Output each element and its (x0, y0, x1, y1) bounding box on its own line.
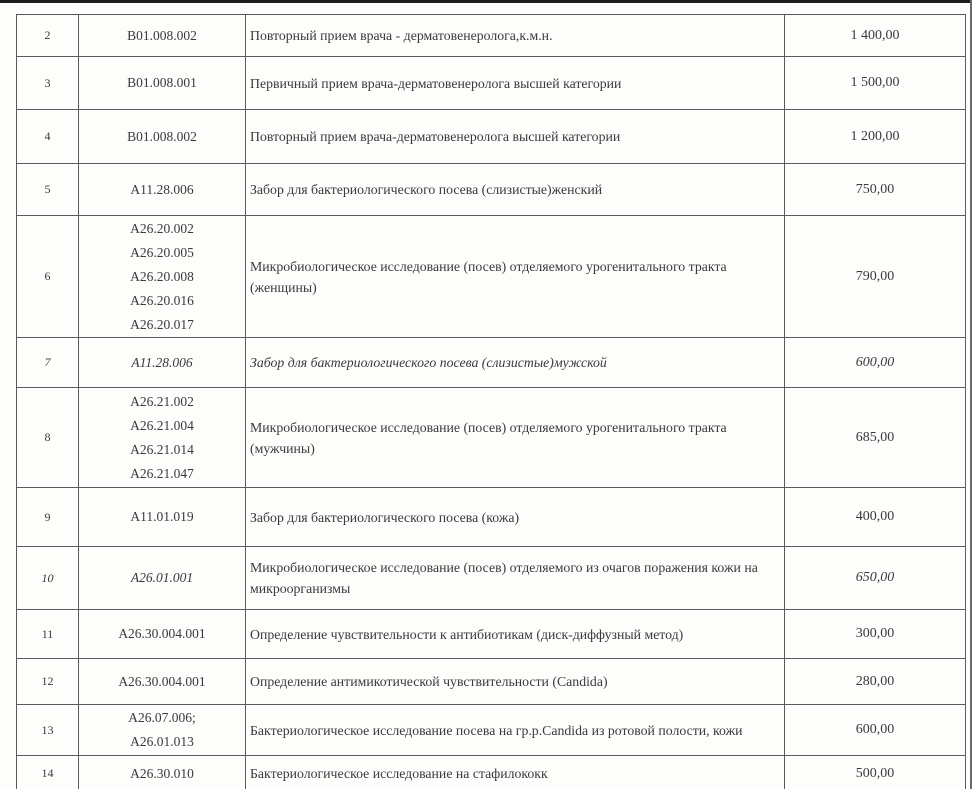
table-row (17, 57, 966, 110)
row-number: 4 (17, 110, 79, 164)
service-name: Забор для бактериологического посева (слизистые)мужской (246, 338, 785, 388)
row-number: 12 (17, 659, 79, 705)
service-price: 1 400,00 (785, 15, 966, 57)
service-name: Бактериологическое исследование на стафилококк (246, 756, 785, 789)
row-number: 7 (17, 338, 79, 388)
page-top-border (0, 0, 972, 3)
service-price: 400,00 (785, 488, 966, 547)
service-name: Забор для бактериологического посева (слизистые)женский (246, 164, 785, 216)
service-price: 1 500,00 (785, 57, 966, 110)
service-name: Бактериологическое исследование посева на гр.р.Candida из ротовой полости, кожи (246, 705, 785, 756)
price-list-table (16, 14, 966, 789)
row-number: 5 (17, 164, 79, 216)
row-number: 9 (17, 488, 79, 547)
table-row (17, 388, 966, 488)
service-price: 280,00 (785, 659, 966, 705)
service-price: 750,00 (785, 164, 966, 216)
table-row (17, 110, 966, 164)
table-row (17, 547, 966, 610)
service-name: Определение чувствительности к антибиотикам (диск-диффузный метод) (246, 610, 785, 659)
service-name: Первичный прием врача-дерматовенеролога высшей категории (246, 57, 785, 110)
row-number: 10 (17, 547, 79, 610)
table-row (17, 659, 966, 705)
service-code: A11.28.006 (79, 164, 246, 216)
service-code: A11.28.006 (79, 338, 246, 388)
service-name: Забор для бактериологического посева (кожа) (246, 488, 785, 547)
table-row (17, 610, 966, 659)
service-name: Определение антимикотической чувствительности (Candida) (246, 659, 785, 705)
service-price: 650,00 (785, 547, 966, 610)
row-number: 2 (17, 15, 79, 57)
service-price: 500,00 (785, 756, 966, 789)
service-price: 685,00 (785, 388, 966, 488)
row-number: 11 (17, 610, 79, 659)
service-code: A26.07.006; A26.01.013 (79, 705, 246, 756)
service-name: Повторный прием врача-дерматовенеролога высшей категории (246, 110, 785, 164)
row-number: 13 (17, 705, 79, 756)
service-name: Микробиологическое исследование (посев) отделяемого урогенитального тракта (мужчины) (246, 388, 785, 488)
table-row (17, 756, 966, 789)
service-code: A26.30.004.001 (79, 659, 246, 705)
service-code: A11.01.019 (79, 488, 246, 547)
row-number: 6 (17, 216, 79, 338)
service-price: 600,00 (785, 705, 966, 756)
row-number: 8 (17, 388, 79, 488)
table-row (17, 164, 966, 216)
service-code: A26.30.010 (79, 756, 246, 789)
table-row (17, 216, 966, 338)
service-code: B01.008.002 (79, 110, 246, 164)
service-price: 600,00 (785, 338, 966, 388)
table-row (17, 488, 966, 547)
service-price: 1 200,00 (785, 110, 966, 164)
table-row (17, 705, 966, 756)
service-code: A26.21.002 A26.21.004 A26.21.014 A26.21.047 (79, 388, 246, 488)
row-number: 3 (17, 57, 79, 110)
row-number: 14 (17, 756, 79, 789)
service-name: Повторный прием врача - дерматовенеролога,к.м.н. (246, 15, 785, 57)
service-price: 790,00 (785, 216, 966, 338)
table-row (17, 15, 966, 57)
service-name: Микробиологическое исследование (посев) отделяемого урогенитального тракта (женщины) (246, 216, 785, 338)
table-row (17, 338, 966, 388)
service-name: Микробиологическое исследование (посев) отделяемого из очагов поражения кожи на микроорганизмы (246, 547, 785, 610)
service-code: A26.30.004.001 (79, 610, 246, 659)
service-price: 300,00 (785, 610, 966, 659)
service-code: B01.008.001 (79, 57, 246, 110)
service-code: A26.20.002 A26.20.005 A26.20.008 A26.20.016 A26.20.017 (79, 216, 246, 338)
service-code: B01.008.002 (79, 15, 246, 57)
service-code: A26.01.001 (79, 547, 246, 610)
